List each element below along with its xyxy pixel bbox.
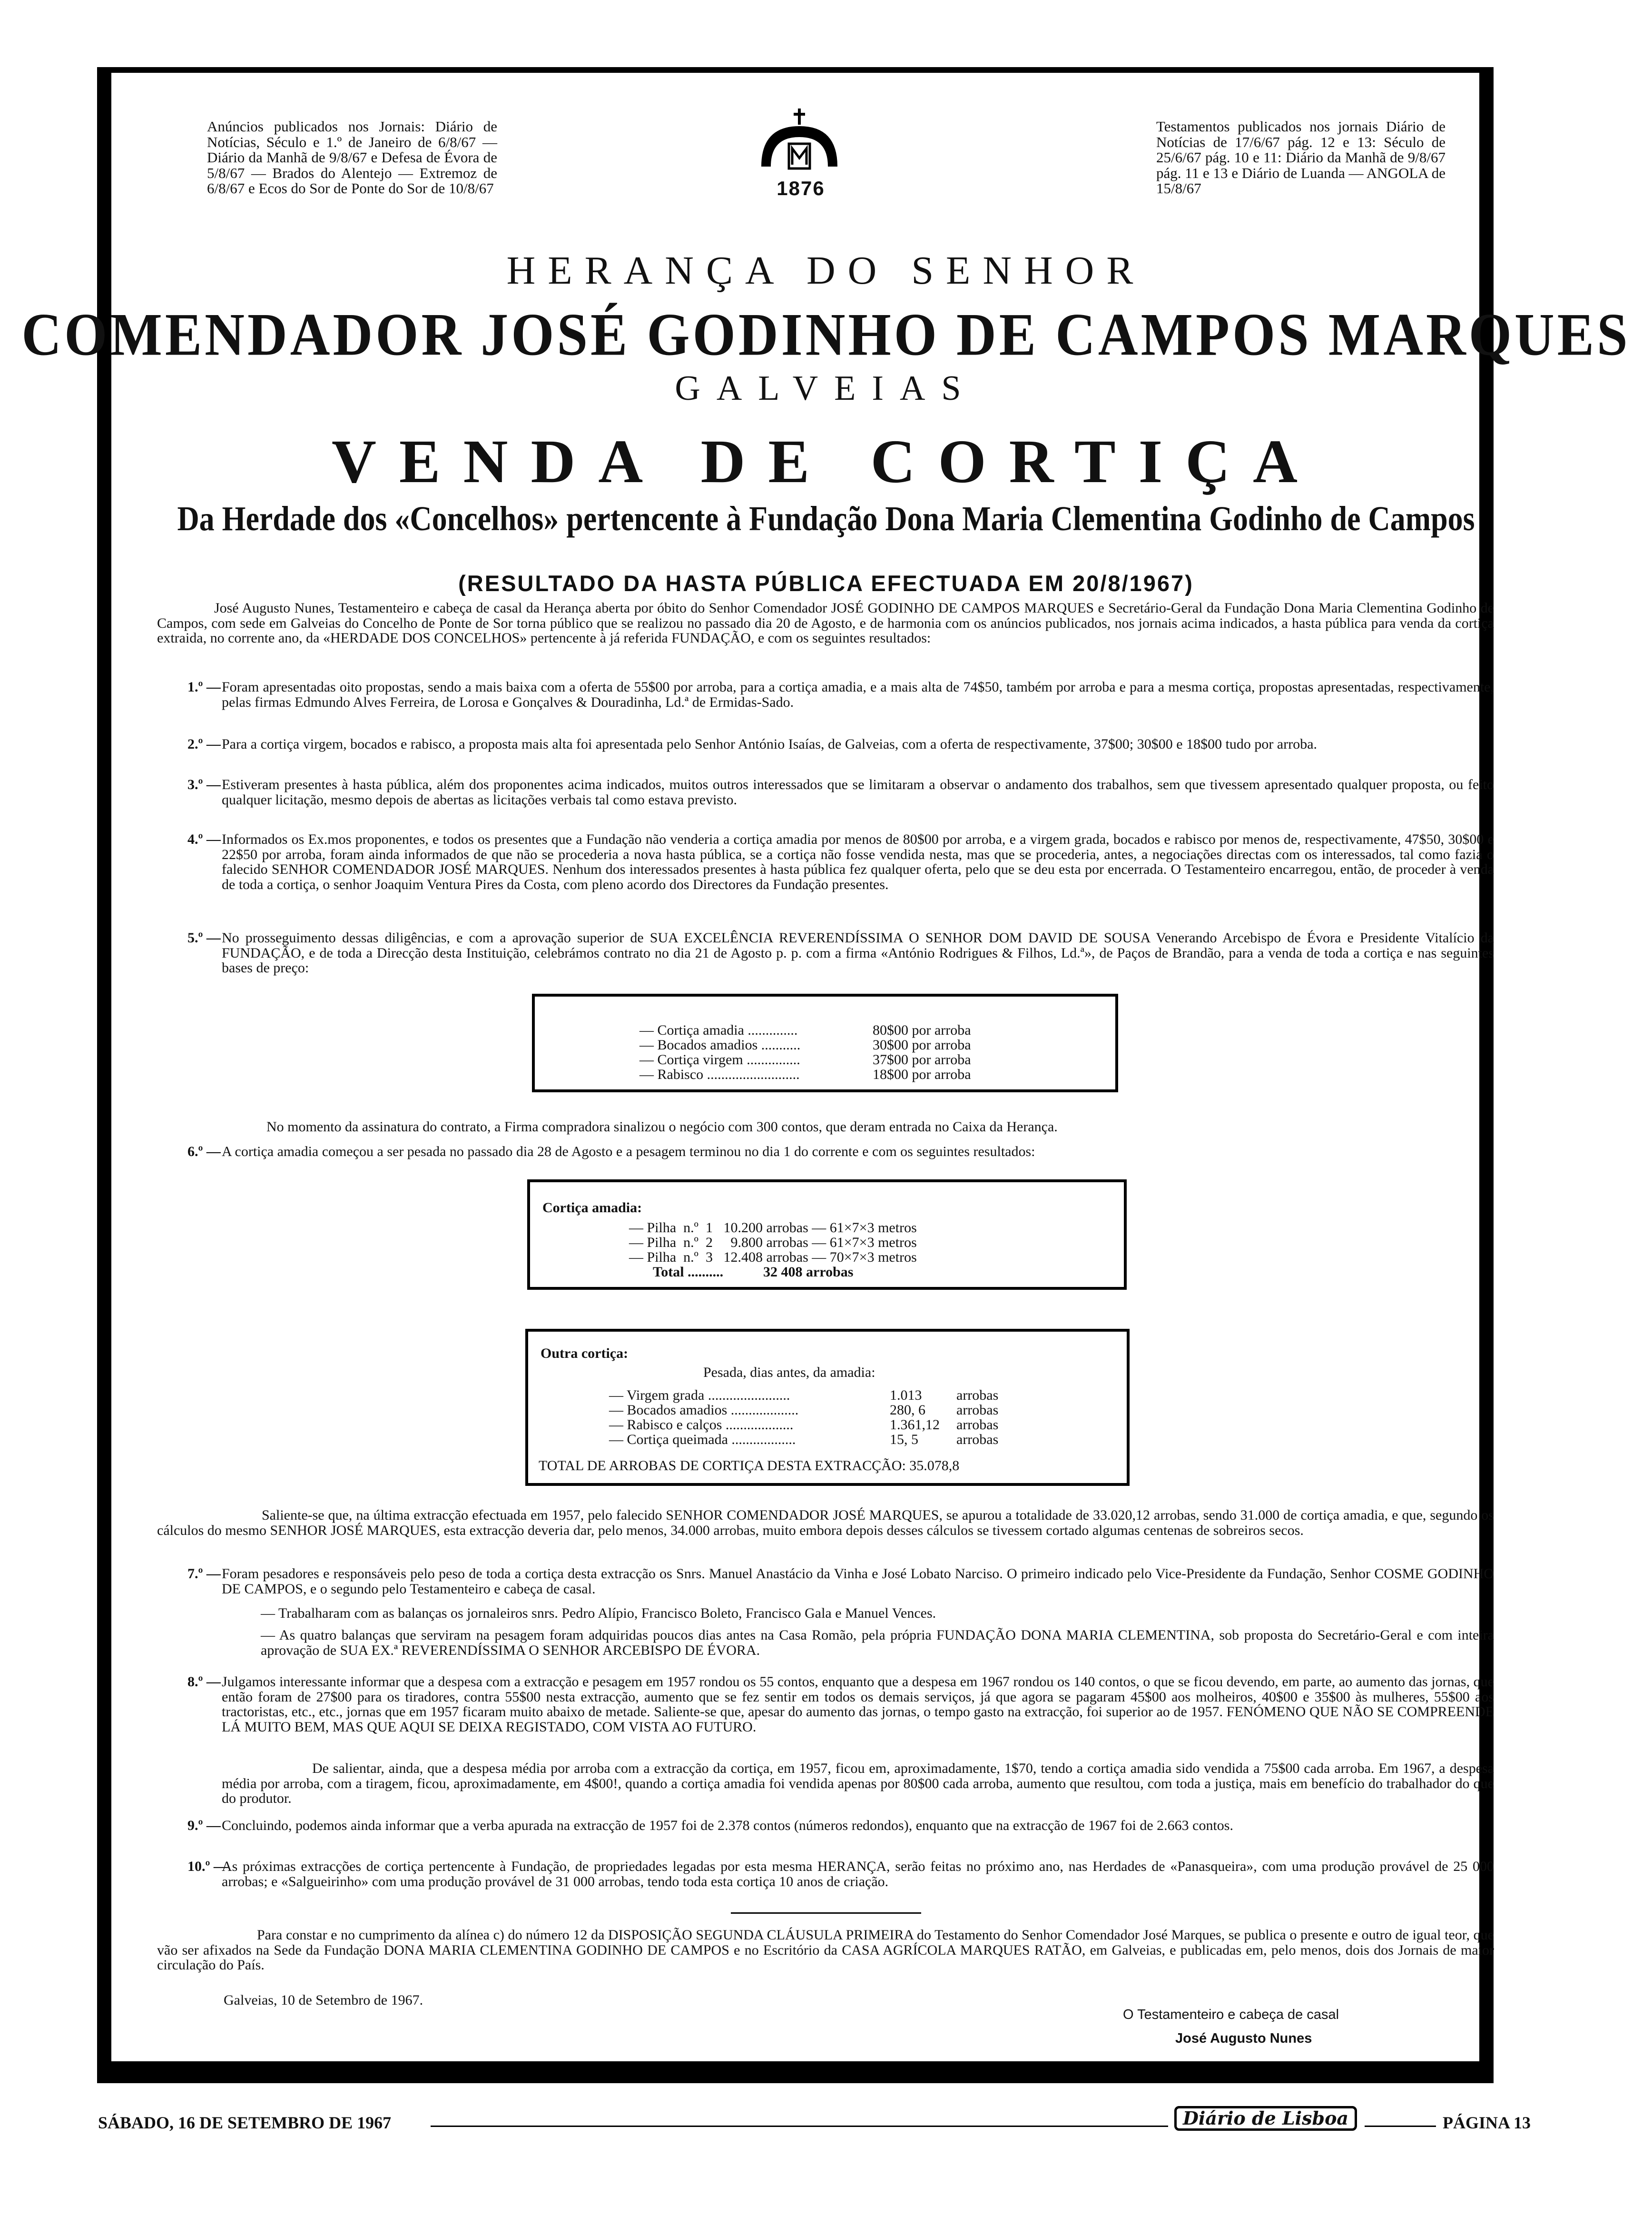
item-number: 10.º — xyxy=(187,1859,228,1874)
pile-row: — Pilha n.º 2 9.800 arrobas — 61×7×3 metros xyxy=(629,1235,917,1250)
place-date: Galveias, 10 de Setembro de 1967. xyxy=(224,1992,423,2008)
other-cork-unit: arrobas xyxy=(956,1432,999,1447)
signature-name: José Augusto Nunes xyxy=(1175,2031,1312,2046)
item-4 xyxy=(187,831,1494,892)
divider-line xyxy=(731,1912,921,1914)
item-2 xyxy=(187,736,1494,752)
item-text: Estiveram presentes à hasta pública, além dos proponentes acima indicados, muitos outros interessados que se limitaram a observar o andamento dos trabalhos, sem que tivessem apresentado qualquer proposta, ou feito qualquer licitação, mesmo depois de abertas as licitações verbais tal como estava previsto. xyxy=(222,777,1494,808)
item-6 xyxy=(187,1144,1494,1159)
other-cork-unit: arrobas xyxy=(956,1387,999,1403)
item-7-workers: — Trabalharam com as balanças os jornaleiros snrs. Pedro Alípio, Francisco Boleto, Francisco Gala e Manuel Vences. xyxy=(261,1605,936,1621)
other-cork-unit: arrobas xyxy=(956,1402,999,1418)
other-cork-value: 1.013 xyxy=(890,1387,922,1403)
item-1 xyxy=(187,679,1494,710)
heading-venda-cortica: VENDA DE CORTIÇA xyxy=(331,427,1321,496)
amadia-title: Cortiça amadia: xyxy=(542,1200,642,1216)
price-table-box xyxy=(532,994,1118,1092)
other-cork-value: 280, 6 xyxy=(890,1402,925,1418)
other-cork-item: — Cortiça queimada .................. xyxy=(609,1432,796,1447)
other-cork-total: TOTAL DE ARROBAS DE CORTIÇA DESTA EXTRACÇÃO: 35.078,8 xyxy=(539,1458,960,1474)
item-number: 6.º — xyxy=(187,1144,221,1159)
footer-date: SÁBADO, 16 DE SETEMBRO DE 1967 xyxy=(98,2113,392,2132)
price-value: 37$00 por arroba xyxy=(873,1052,971,1068)
heading-resultado: (RESULTADO DA HASTA PÚBLICA EFECTUADA EM 20/8/1967) xyxy=(458,571,1194,596)
item-7-scales: — As quatro balanças que serviram na pesagem foram adquiridas poucos dias antes na Casa Romão, pela própria FUNDAÇÃO DONA MARIA CLEMENTINA, sob proposta do Secretário-Geral e com inteira aprovação de SUA EX.ª REVERENDÍSSIMA O SENHOR ARCEBISPO DE ÉVORA. xyxy=(261,1627,1494,1658)
note-average-cost: De salientar, ainda, que a despesa média por arroba com a extracção da cortiça, em 1957, ficou em, aproximadamente, 1$70, tendo a cortiça amadia sido vendida a 75$00 cada arroba. Em 1967, a despesa média por arroba, com a tiragem, ficou, aproximadamente, em 4$00!, quando a cortiça amadia foi vendida apenas por 80$00 cada arroba, aumento que resultou, com toda a justiça, mais em benefício do trabalhador do que do produtor. xyxy=(222,1760,1494,1806)
price-value: 18$00 por arroba xyxy=(873,1067,971,1082)
other-cork-item: — Bocados amadios ................... xyxy=(609,1402,799,1418)
intro-paragraph: José Augusto Nunes, Testamenteiro e cabeça de casal da Herança aberta por óbito do Senhor Comendador JOSÉ GODINHO DE CAMPOS MARQUES e Secretário-Geral da Fundação Dona Maria Clementina Godinho de Campos, com sede em Galveias do Concelho de Ponte de Sor torna público que se realizou no passado dia 20 de Agosto, e de harmonia com os anúncios publicados, nos jornais acima indicados, a hasta pública para venda da cortiça extraida, no corrente ano, da «HERDADE DOS CONCELHOS» pertencente à já referida FUNDAÇÃO, e com os seguintes resultados: xyxy=(157,600,1494,646)
pile-row: — Pilha n.º 3 12.408 arrobas — 70×7×3 metros xyxy=(629,1249,917,1265)
total-value: 32 408 arrobas xyxy=(763,1264,854,1280)
newspapers-notice: Anúncios publicados nos Jornais: Diário de Notícias, Século e 1.º de Janeiro de 6/8/67 — Diário da Manhã de 9/8/67 e Defesa de Évora de 5/8/67 — Brados do Alentejo — Extremoz de 6/8/67 e Ecos do Sor de Ponte do Sor de 10/8/67 xyxy=(207,118,497,197)
item-text: Foram pesadores e responsáveis pelo peso de toda a cortiça desta extracção os Snrs. Manuel Anastácio da Vinha e José Lobato Narciso. O primeiro indicado pelo Vice-Presidente da Fundação, Senhor COSME GODINHO DE CAMPOS, e o segundo pelo Testamenteiro e cabeça de casal. xyxy=(222,1566,1494,1597)
amadia-results-box xyxy=(527,1179,1127,1290)
item-number: 3.º — xyxy=(187,777,221,792)
pile-row: — Pilha n.º 1 10.200 arrobas — 61×7×3 metros xyxy=(629,1220,917,1236)
other-cork-unit: arrobas xyxy=(956,1417,999,1433)
price-item: — Cortiça virgem ............... xyxy=(639,1052,800,1068)
other-cork-value: 1.361,12 xyxy=(890,1417,940,1433)
item-text: Concluindo, podemos ainda informar que a verba apurada na extracção de 1957 foi de 2.378 contos (números redondos), enquanto que na extracção de 1967 foi de 2.663 contos. xyxy=(222,1818,1233,1833)
item-number: 1.º — xyxy=(187,679,221,695)
item-3 xyxy=(187,777,1494,808)
item-9 xyxy=(187,1818,1494,1833)
heading-comendador: COMENDADOR JOSÉ GODINHO DE CAMPOS MARQUES xyxy=(21,301,1631,369)
closing-paragraph: Para constar e no cumprimento da alínea c) do número 12 da DISPOSIÇÃO SEGUNDA CLÁUSULA PRIMEIRA do Testamento do Senhor Comendador José Marques, se publica o presente e outro de igual teor, que vão ser afixados na Sede da Fundação DONA MARIA CLEMENTINA GODINHO DE CAMPOS e no Escritório da CASA AGRÍCOLA MARQUES RATÃO, em Galveias, e publicadas em, pelo menos, dois dos Jornais de maior circulação do País. xyxy=(157,1927,1494,1973)
price-item: — Rabisco .......................... xyxy=(639,1067,800,1082)
heading-herdade: Da Herdade dos «Concelhos» pertencente à Fundação Dona Maria Clementina Godinho de Campos xyxy=(177,499,1475,538)
item-number: 4.º — xyxy=(187,831,221,847)
item-7 xyxy=(187,1566,1494,1597)
price-item: — Bocados amadios ........... xyxy=(639,1037,801,1053)
note-1957: Saliente-se que, na última extracção efectuada em 1957, pelo falecido SENHOR COMENDADOR JOSÉ MARQUES, se apurou a totalidade de 33.020,12 arrobas, sendo 31.000 de cortiça amadia, e que, segundo os cálculos do mesmo SENHOR JOSÉ MARQUES, esta extracção deveria dar, pelo menos, 34.000 arrobas, muito embora depois desses cálculos se tivessem cortado algumas centenas de sobreiros secos. xyxy=(157,1507,1494,1538)
price-item: — Cortiça amadia .............. xyxy=(639,1022,798,1038)
price-value: 30$00 por arroba xyxy=(873,1037,971,1053)
logo-year: 1876 xyxy=(777,177,825,199)
item-text: No prosseguimento dessas diligências, e com a aprovação superior de SUA EXCELÊNCIA REVERENDÍSSIMA O SENHOR DOM DAVID DE SOUSA Venerando Arcebispo de Évora e Presidente Vitalício da FUNDAÇÃO, e de toda a Direcção desta Instituição, celebrámos contrato no dia 21 de Agosto p. p. com a firma «António Rodrigues & Filhos, Ld.ª», de Paços de Brandão, para a venda de toda a cortiça e nas seguintes bases de preço: xyxy=(222,930,1494,976)
item-number: 5.º — xyxy=(187,930,221,946)
item-8 xyxy=(187,1674,1494,1735)
item-text: A cortiça amadia começou a ser pesada no passado dia 28 de Agosto e a pesagem terminou no dia 1 do corrente e com os seguintes resultados: xyxy=(222,1144,1035,1159)
item-number: 9.º — xyxy=(187,1818,221,1833)
heading-galveias: GALVEIAS xyxy=(675,369,977,408)
footer-rule-left xyxy=(431,2126,1168,2127)
testaments-notice: Testamentos publicados nos jornais Diário de Notícias de 17/6/67 pág. 12 e 13: Século de 25/6/67 pág. 10 e 11: Diário da Manhã de 9/8/67 pág. 11 e 13 e Diário de Luanda — ANGOLA de 15/8/67 xyxy=(1156,118,1446,197)
item-number: 7.º — xyxy=(187,1566,221,1582)
other-cork-item: — Rabisco e calços ................... xyxy=(609,1417,794,1433)
item-text: Julgamos interessante informar que a despesa com a extracção e pesagem em 1957 rondou os 55 contos, enquanto que a despesa em 1967 rondou os 140 contos, o que se ficou devendo, em parte, ao aumento das jornas, que então foram de 27$00 para os tiradores, contra 55$00 nesta extracção, aumento que se fez sentir em todos os demais serviços, já que agora se pagaram 45$00 aos molheiros, 40$00 e 35$00 às mulheres, 55$00 aos tractoristas, etc., etc., jornas que em 1957 ficaram muito abaixo de metade. Saliente-se que, apesar do aumento das jornas, o tempo gasto na extracção, foi superior ao de 1957. FENÓMENO QUE NÃO SE COMPREENDE LÁ MUITO BEM, MAS QUE AQUI SE DEIXA REGISTADO, COM VISTA AO FUTURO. xyxy=(222,1674,1494,1735)
item-number: 2.º — xyxy=(187,736,221,752)
item-10 xyxy=(187,1859,1494,1889)
other-cork-value: 15, 5 xyxy=(890,1432,918,1447)
item-5 xyxy=(187,930,1494,976)
price-value: 80$00 por arroba xyxy=(873,1022,971,1038)
other-cork-subtitle: Pesada, dias antes, da amadia: xyxy=(703,1365,875,1380)
footer-page-number: PÁGINA 13 xyxy=(1443,2113,1531,2132)
heading-heranca: HERANÇA DO SENHOR xyxy=(506,248,1146,293)
total-label: Total .......... xyxy=(653,1264,724,1280)
other-cork-item: — Virgem grada ....................... xyxy=(609,1387,790,1403)
other-cork-title: Outra cortiça: xyxy=(541,1345,629,1361)
item-text: Para a cortiça virgem, bocados e rabisco, a proposta mais alta foi apresentada pelo Senhor António Isaías, de Galveias, com a oferta de respectivamente, 37$00; 30$00 e 18$00 tudo por arroba. xyxy=(222,736,1318,752)
item-text: Foram apresentadas oito propostas, sendo a mais baixa com a oferta de 55$00 por arroba, para a cortiça amadia, e a mais alta de 74$50, também por arroba e para a mesma cortiça, propostas apresentadas, respectivamente, pelas firmas Edmundo Alves Ferreira, de Lorosa e Gonçalves & Douradinha, Ld.ª de Ermidas-Sado. xyxy=(222,679,1494,710)
signature-title: O Testamenteiro e cabeça de casal xyxy=(1123,2007,1339,2022)
item-text: As próximas extracções de cortiça pertencente à Fundação, de propriedades legadas por esta mesma HERANÇA, serão feitas no próximo ano, nas Herdades de «Panasqueira», com uma produção provável de 25 000 arrobas; e «Salgueirinho» com uma produção provável de 31 000 arrobas, tendo toda esta cortiça 10 anos de criação. xyxy=(222,1859,1494,1889)
item-number: 8.º — xyxy=(187,1674,221,1690)
item-text: Informados os Ex.mos proponentes, e todos os presentes que a Fundação não venderia a cortiça amadia por menos de 80$00 por arroba, e a virgem grada, bocados e rabisco por menos de, respectivamente, 47$50, 30$00 e 22$50 por arroba, foram ainda informados de que não se procederia a nova hasta pública, se a cortiça não fosse vendida nesta, mas que se procederia, antes, a negociações directas com os interessados, tal como fazia o falecido SENHOR COMENDADOR JOSÉ MARQUES. Nenhum dos interessados presentes à hasta pública fez qualquer oferta, pelo que se deu esta por encerrada. O Testamenteiro encarregou, então, de proceder à venda de toda a cortiça, o senhor Joaquim Ventura Pires da Costa, com pleno acordo dos Directores da Fundação presentes. xyxy=(222,831,1494,892)
other-cork-box xyxy=(525,1329,1130,1486)
newspaper-masthead: Diário de Lisboa xyxy=(1174,2106,1357,2131)
contract-note: No momento da assinatura do contrato, a Firma compradora sinalizou o negócio com 300 contos, que deram entrada no Caixa da Herança. xyxy=(266,1119,1058,1135)
footer-rule-right xyxy=(1365,2126,1436,2127)
